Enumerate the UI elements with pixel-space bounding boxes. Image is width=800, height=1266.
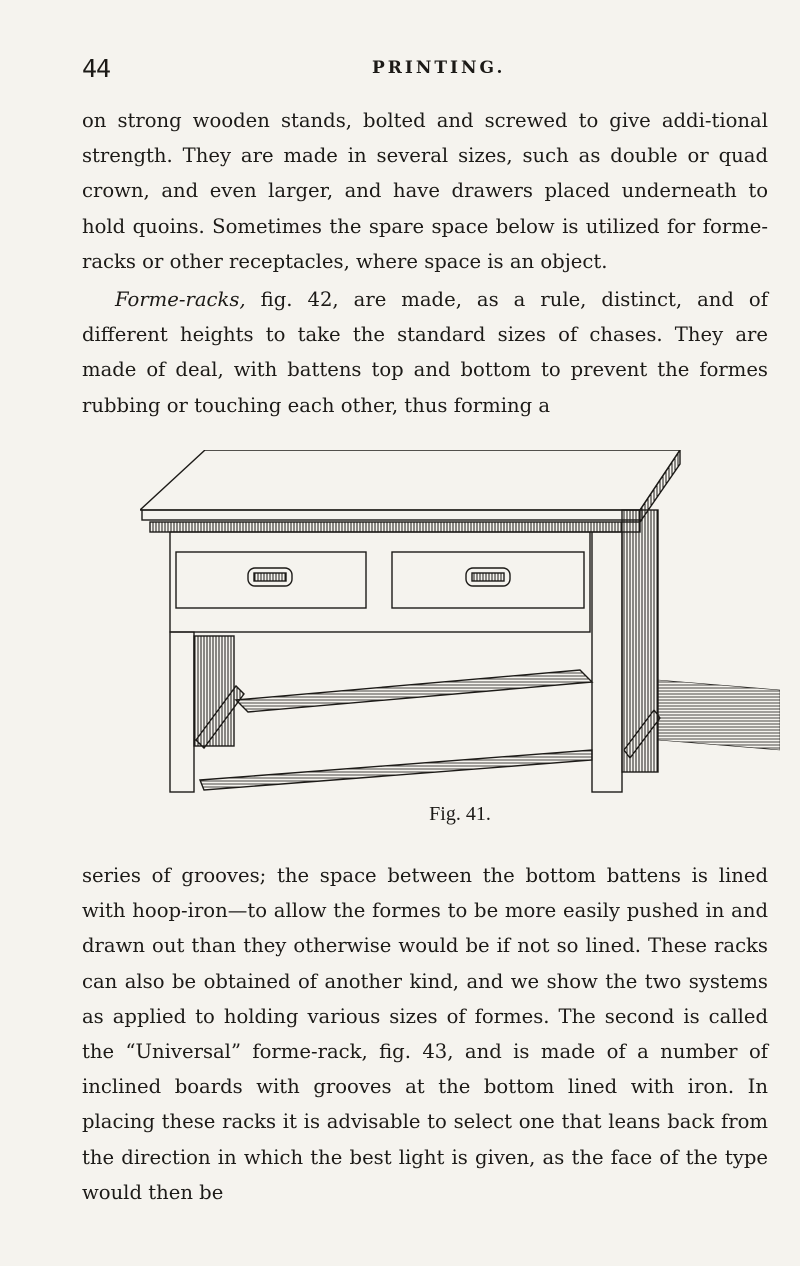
figure-41 [140,450,780,825]
paragraph-1: on strong wooden stands, bolted and screwed to give addi-tional strength. They are made in several sizes, such as double or quad crown, and even larger, and have drawers placed underneath to hold quoins. Sometimes the spare space below is utilized for forme-racks or other receptacles, where space is an object. [82,109,768,273]
stretcher [236,670,592,712]
page-header [82,54,768,90]
floor-shadow [658,680,780,750]
paragraph-2-italic-term: Forme-racks, [115,288,246,311]
front-left-leg [170,632,194,792]
page-number: 44 [82,54,111,83]
tabletop-surface [140,450,680,510]
stand-illustration [140,450,780,800]
left-drawer-handle [248,568,292,586]
lower-stretcher [200,750,592,790]
tabletop-edge [142,510,642,520]
paragraph-2 [82,282,768,423]
paragraph-3: series of grooves; the space between the bottom battens is lined with hoop-iron—to allow the formes to be more easily pushed in and drawn out than they otherwise would be if not so lined. These racks can also be obtained of another kind, and we show the two systems as applied to holding various sizes of formes. The second is called the “Universal” forme-rack, fig. 43, and is made of a number of inclined boards with grooves at the bottom lined with iron. In placing these racks it is advisable to select one that leans back from the direction in which the best light is given, as the face of the type would then be [82,864,768,1204]
figure-caption: Fig. 41. [429,803,491,825]
running-title: PRINTING. [372,58,506,78]
paragraph-2-body: fig. 42, are made, as a rule, distinct, and of different heights to take the standard sizes of chases. They are made of deal, with battens top and bottom to prevent the formes rubbing or touching each other, thus forming a [82,288,768,417]
right-drawer-handle [466,568,510,586]
front-right-leg [592,532,622,792]
apron [170,532,590,632]
top-shadow-band [150,522,640,532]
